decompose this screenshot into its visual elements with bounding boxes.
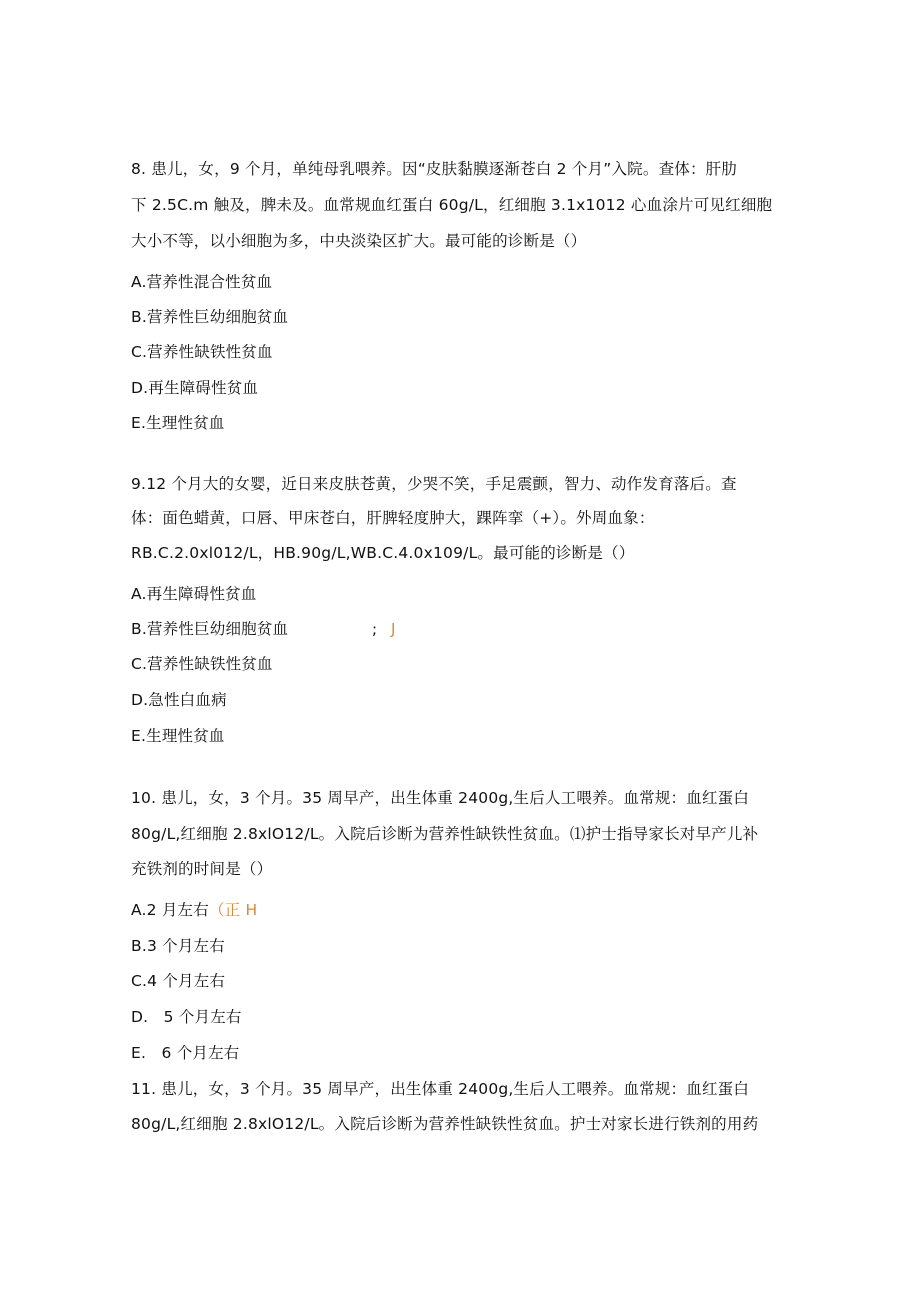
question-10-option-d: D. 5 个月左右 [131,1008,242,1026]
question-9-option-b: B.营养性巨幼细胞贫血 [131,620,289,638]
question-8-option-e: E.生理性贫血 [131,414,225,432]
question-8-option-a: A.营养性混合性贫血 [131,273,273,291]
question-10-option-c: C.4 个月左右 [131,972,226,990]
question-9-option-c: C.营养性缺铁性贫血 [131,655,273,673]
question-10-stem-line-1: 10. 患儿，女，3 个月。35 周早产，出生体重 2400g,生后人工喂养。血常规：血红蛋白 [131,789,750,807]
question-11-stem-line-2: 80g/L,红细胞 2.8xlO12/L。入院后诊断为营养性缺铁性贫血。护士对家长进行铁剂的用药 [131,1115,759,1133]
question-9-stem-line-1: 9.12 个月大的女婴，近日来皮肤苍黄，少哭不笑，手足震颤，智力、动作发育落后。查 [131,475,737,493]
question-9-option-a: A.再生障碍性贫血 [131,585,257,603]
question-9-option-d: D.急性白血病 [131,691,227,709]
question-11-stem-line-1: 11. 患儿，女，3 个月。35 周早产，出生体重 2400g,生后人工喂养。血常规：血红蛋白 [131,1080,750,1098]
question-8-stem-line-2: 下 2.5C.m 触及，脾未及。血常规血红蛋白 60g/L，红细胞 3.1x1012 心血涂片可见红细胞 [131,196,773,214]
question-9-stem-line-2: 体：面色蜡黄，口唇、甲床苍白，肝脾轻度肿大，踝阵挛（+）。外周血象： [131,509,655,527]
question-8-option-d: D.再生障碍性贫血 [131,379,259,397]
question-10-option-b: B.3 个月左右 [131,937,225,955]
question-8-option-c: C.营养性缺铁性贫血 [131,343,273,361]
question-10-option-a-text: A.2 月左右 [131,901,209,919]
question-9-option-e: E.生理性贫血 [131,727,225,745]
question-9-stem-line-3: RB.C.2.0xl012/L，HB.90g/L,WB.C.4.0x109/L。最可能的诊断是（） [131,544,635,562]
question-10-option-e: E. 6 个月左右 [131,1044,240,1062]
question-8-stem-line-3: 大小不等，以小细胞为多，中央淡染区扩大。最可能的诊断是（） [131,232,587,250]
question-10-stem-line-2: 80g/L,红细胞 2.8xlO12/L。入院后诊断为营养性缺铁性贫血。⑴护士指导家长对早产儿补 [131,825,759,843]
question-10-option-a [131,900,257,920]
question-9-mark-semicolon: ; [372,620,378,638]
question-10-option-a-mark: （正 H [208,901,258,919]
question-9-mark-j: J [391,620,396,638]
question-8-stem-line-1: 8. 患儿，女，9 个月，单纯母乳喂养。因“皮肤黏膜逐渐苍白 2 个月”入院。查体：肝肋 [131,160,738,178]
question-8-option-b: B.营养性巨幼细胞贫血 [131,308,289,326]
question-10-stem-line-3: 充铁剂的时间是（） [131,860,273,878]
